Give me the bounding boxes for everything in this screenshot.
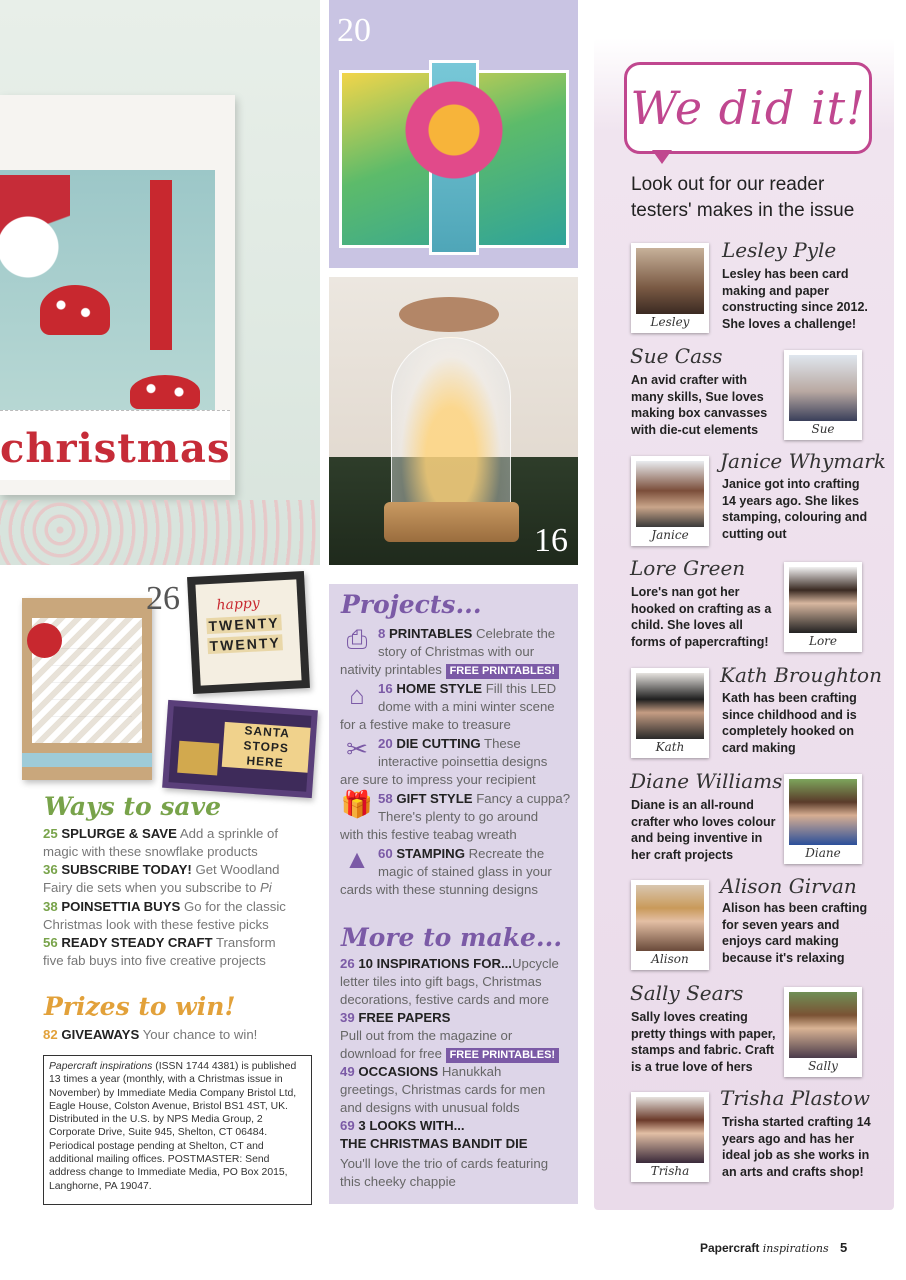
tester-avatar — [636, 673, 704, 739]
more-line-6: download for free FREE PRINTABLES! — [340, 1045, 559, 1063]
tester-photo-alison — [631, 880, 709, 970]
ways-line-5: 38 POINSETTIA BUYS Go for the classic — [43, 899, 286, 914]
card2-word1: TWENTY — [208, 614, 281, 635]
tester-caption: Alison — [651, 952, 689, 966]
tester-avatar — [789, 992, 857, 1058]
more-line-10: 69 3 LOOKS WITH... — [340, 1118, 465, 1133]
ways-line-2: magic with these snowflake products — [43, 844, 258, 859]
tester-photo-sue — [784, 350, 862, 440]
tester-desc: Alison has been crafting for seven years and enjoys card making because it's relaxing — [722, 901, 868, 965]
more-line-11: THE CHRISTMAS BANDIT DIE — [340, 1136, 528, 1151]
project-2-line-3: for a festive make to treasure — [340, 717, 511, 732]
tester-caption: Kath — [655, 740, 685, 754]
testers-intro: Look out for our reader testers' makes in the issue — [631, 174, 855, 221]
tester-name: Lesley Pyle — [722, 238, 837, 262]
legal-italic: Papercraft inspirations — [49, 1061, 153, 1072]
tester-name: Alison Girvan — [720, 874, 857, 898]
tester-avatar — [636, 885, 704, 951]
tester-photo-kath — [631, 668, 709, 758]
more-line-8: greetings, Christmas cards for men — [340, 1082, 546, 1097]
ways-line-6: Christmas look with these festive picks — [43, 917, 269, 932]
led-dome-photo — [329, 277, 578, 565]
tester-photo-diane — [784, 774, 862, 864]
tester-caption: Lore — [808, 634, 838, 648]
ways-line-3: 36 SUBSCRIBE TODAY! Get Woodland — [43, 862, 280, 877]
bags-page-number: 26 — [146, 580, 180, 617]
more-line-2: letter tiles into gift bags, Christmas — [340, 974, 542, 989]
tester-name: Janice Whymark — [720, 449, 886, 473]
ways-line-4: Fairy die sets when you subscribe to Pi — [43, 880, 272, 895]
page-footer — [700, 1240, 847, 1255]
tester-photo-sally — [784, 987, 862, 1077]
testers-heading: We did it! — [630, 81, 866, 135]
tester-name: Sally Sears — [630, 981, 744, 1005]
poinsettia-card-photo — [329, 0, 578, 268]
gnome-card-photo — [0, 0, 320, 565]
tester-photo-lesley — [631, 243, 709, 333]
projects-heading: Projects... — [341, 590, 482, 619]
more-line-7: 49 OCCASIONS Hanukkah — [340, 1064, 502, 1079]
card3-words: SANTA STOPS HERE — [222, 722, 311, 773]
santa-stops-here-card-photo — [162, 700, 318, 798]
tester-desc: Lesley has been card making and paper constructing since 2012. She loves a challenge! — [722, 267, 868, 331]
prizes-line: 82 GIVEAWAYS Your chance to win! — [43, 1027, 258, 1042]
tester-photo-lore — [784, 562, 862, 652]
tester-name: Kath Broughton — [720, 663, 882, 687]
tester-name: Trisha Plastow — [720, 1086, 870, 1110]
tester-desc: Lore's nan got her hooked on crafting as a child. She loves all forms of papercrafting! — [631, 585, 772, 649]
project-5-line-2: magic of stained glass in your — [378, 864, 552, 879]
card2-word2: TWENTY — [209, 634, 282, 655]
tester-photo-trisha — [631, 1092, 709, 1182]
printer-icon: ⎙ — [346, 624, 368, 654]
die-cutting-icon: ✂ — [346, 734, 368, 764]
project-3-line-1: 20 DIE CUTTING These — [378, 736, 521, 751]
more-line-1: 26 10 INSPIRATIONS FOR...Upcycle — [340, 956, 559, 971]
speech-bubble-tail — [652, 150, 672, 164]
tester-avatar — [789, 779, 857, 845]
legal-text: (ISSN 1744 4381) is published 13 times a year (monthly, with a Christmas issue in November) by Immediate Media Company Bristol Ltd, Eagle House, Colston Avenue, Bristol BS1 4ST, UK. Distributed in the U.S. by NPS Media Group, 2 Corporate Drive, Suite 945, Shelton, CT 06484. Periodical postage pending at Shelton, CT and additional mailing offices. POSTMASTER: Send address change to Immediate Media, PO Box 2015, Langhorne, PA 19047. — [49, 1061, 297, 1192]
twenty-twenty-card-photo — [187, 571, 310, 694]
more-line-13: this cheeky chappie — [340, 1174, 456, 1189]
page-number: 5 — [839, 1240, 848, 1255]
poinsettia-page-number: 20 — [337, 12, 371, 49]
tester-caption: Sue — [811, 422, 835, 436]
project-2-line-2: dome with a mini winter scene — [378, 699, 555, 714]
tester-caption: Trisha — [650, 1164, 690, 1178]
tester-avatar — [789, 567, 857, 633]
tester-caption: Janice — [651, 528, 689, 542]
gift-icon: 🎁 — [340, 789, 374, 819]
project-2-line-1: 16 HOME STYLE Fill this LED — [378, 681, 557, 696]
more-line-9: and designs with unusual folds — [340, 1100, 520, 1115]
dome-page-number: 16 — [534, 522, 568, 559]
tester-desc: Trisha started crafting 14 years ago and has her ideal job as she works in an arts and crafts shop! — [722, 1115, 871, 1179]
project-4-line-1: 58 GIFT STYLE Fancy a cuppa? — [378, 791, 571, 806]
card-word: christmas — [0, 425, 231, 472]
free-printables-tag: FREE PRINTABLES! — [446, 664, 560, 679]
gift-bag-photo — [22, 598, 152, 780]
project-5-line-3: cards with these stunning designs — [340, 882, 538, 897]
legal-notice — [43, 1055, 312, 1205]
project-4-line-3: with this festive teabag wreath — [340, 827, 517, 842]
ways-line-7: 56 READY STEADY CRAFT Transform — [43, 935, 276, 950]
project-1-line-2: story of Christmas with our — [378, 644, 535, 659]
more-line-5: Pull out from the magazine or — [340, 1028, 513, 1043]
project-5-line-1: 60 STAMPING Recreate the — [378, 846, 545, 861]
project-1-line-1: 8 PRINTABLES Celebrate the — [378, 626, 556, 641]
prizes-heading: Prizes to win! — [44, 992, 236, 1021]
tester-avatar — [636, 461, 704, 527]
more-line-3: decorations, festive cards and more — [340, 992, 549, 1007]
ways-line-1: 25 SPLURGE & SAVE Add a sprinkle of — [43, 826, 279, 841]
card2-happy: happy — [216, 595, 261, 614]
tester-name: Lore Green — [630, 556, 746, 580]
tester-desc: Diane is an all-round crafter who loves colour and being inventive in her craft projects — [631, 798, 776, 862]
tester-caption: Diane — [805, 846, 841, 860]
project-4-line-2: There's plenty to go around — [378, 809, 539, 824]
footer-brand2: inspirations — [762, 1242, 829, 1255]
tester-name: Diane Williams — [630, 769, 783, 793]
ways-line-8: five fab buys into five creative projects — [43, 953, 266, 968]
project-3-line-2: interactive poinsettia designs — [378, 754, 548, 769]
tester-desc: Janice got into crafting 14 years ago. She likes stamping, colouring and cutting out — [722, 477, 868, 541]
tester-name: Sue Cass — [630, 344, 723, 368]
tester-desc: Sally loves creating pretty things with paper, stamps and fabric. Craft is a true love of hers — [631, 1010, 776, 1074]
tester-caption: Lesley — [650, 315, 690, 329]
ways-heading: Ways to save — [44, 792, 222, 821]
tester-avatar — [636, 248, 704, 314]
tester-desc: Kath has been crafting since childhood and is completely hooked on card making — [722, 691, 857, 755]
tester-avatar — [636, 1097, 704, 1163]
more-line-12: You'll love the trio of cards featuring — [340, 1156, 549, 1171]
house-icon: ⌂ — [349, 680, 365, 710]
project-3-line-3: are sure to impress your recipient — [340, 772, 536, 787]
tester-avatar — [789, 355, 857, 421]
tester-desc: An avid crafter with many skills, Sue loves making box canvasses with die-cut elements — [631, 373, 768, 437]
more-line-4: 39 FREE PAPERS — [340, 1010, 451, 1025]
tester-photo-janice — [631, 456, 709, 546]
tester-caption: Sally — [808, 1059, 838, 1073]
free-printables-tag-2: FREE PRINTABLES! — [446, 1048, 560, 1063]
footer-brand: Papercraft — [700, 1241, 760, 1255]
more-heading: More to make... — [341, 923, 563, 952]
project-1-line-3: nativity printables FREE PRINTABLES! — [340, 661, 559, 679]
stamp-icon: ▲ — [344, 844, 370, 874]
